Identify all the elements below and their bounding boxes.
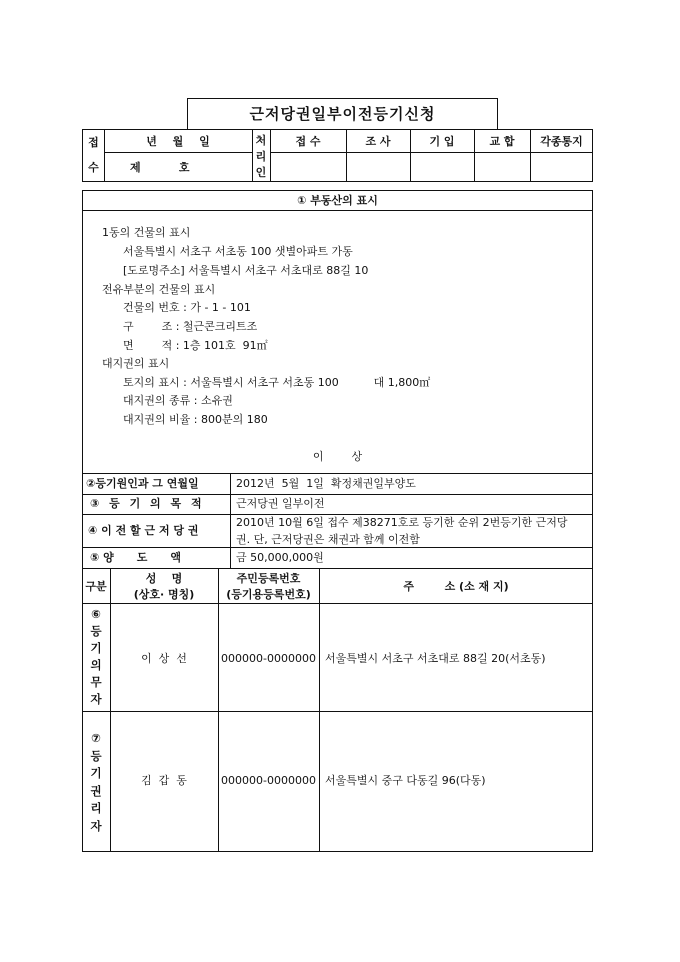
property-end: 이 상 [312, 450, 363, 463]
property-line-land-right: 대지권의 표시 [102, 357, 170, 370]
cause-value: 2012년 5월 1일 확정채권일부양도 [236, 477, 416, 490]
property-line-right-type: 대지권의 종류 : 소유권 [123, 394, 233, 407]
receipt-divider-2 [270, 152, 593, 153]
parties-col-address: 주 소 (소 재 지) [403, 580, 509, 593]
purpose-label: ③ 등 기 의 목 적 [90, 497, 202, 510]
fields-bottom [82, 568, 593, 569]
col-review: 조 사 [365, 135, 391, 148]
property-line-number: 건물의 번호 : 가 - 1 - 101 [123, 301, 251, 314]
obligee-address: 서울특별시 중구 다동길 96(다동) [325, 774, 486, 787]
page-title: 근저당권일부이전등기신청 [249, 105, 436, 123]
fields-top [82, 473, 593, 474]
obligee-name: 김 갑 동 [141, 774, 187, 787]
parties-v3 [319, 568, 320, 852]
obligee-id: 000000-0000000 [221, 774, 316, 787]
obligee-label: ⑦ 등 기 권 리 자 [90, 731, 102, 833]
receipt-number: 제 호 [130, 161, 190, 174]
col-check: 교 합 [489, 135, 515, 148]
parties-header-bottom [82, 603, 593, 604]
receipt-label: 접 수 [88, 136, 99, 174]
obligor-name: 이 상 선 [141, 652, 187, 665]
property-line-area: 면 적 : 1층 101호 91㎡ [123, 339, 268, 352]
col-notice: 각종통지 [540, 135, 583, 148]
receipt-divider [104, 152, 252, 153]
fields-r2 [82, 514, 593, 515]
processor-label: 처 리 인 [255, 134, 267, 179]
parties-col-name-1: 성 명 [145, 572, 183, 585]
property-line-building: 1동의 건물의 표시 [102, 226, 191, 239]
amount-value: 금 50,000,000원 [236, 551, 324, 564]
property-line-road-address: [도로명주소] 서울특별시 서초구 서초대로 88길 10 [123, 264, 369, 277]
parties-col-type: 구분 [85, 580, 107, 593]
amount-label: ⑤ 양 도 액 [90, 551, 181, 564]
parties-col-name-2: (상호· 명칭) [133, 588, 195, 601]
parties-v1 [110, 568, 111, 852]
property-line-structure: 구 조 : 철근콘크리트조 [123, 320, 258, 333]
cause-label: ②등기원인과 그 연월일 [86, 477, 199, 490]
receipt-date: 년 월 일 [146, 135, 210, 148]
purpose-value: 근저당권 일부이전 [236, 497, 325, 510]
parties-mid [82, 711, 593, 712]
obligor-id: 000000-0000000 [221, 652, 316, 665]
transfer-value-1: 2010년 10월 6일 접수 제38271호로 등기한 순위 2번등기한 근저당 [236, 516, 568, 529]
fields-v [230, 473, 231, 568]
property-header: ① 부동산의 표시 [297, 194, 378, 207]
obligor-label: ⑥ 등 기 의 무 자 [90, 607, 102, 706]
property-header-line [82, 210, 593, 211]
transfer-value-2: 권. 단, 근저당권은 채권과 함께 이전함 [236, 533, 420, 546]
col-receipt: 접 수 [295, 135, 321, 148]
fields-r1 [82, 494, 593, 495]
obligor-address: 서울특별시 서초구 서초대로 88길 20(서초동) [325, 652, 546, 665]
property-line-address: 서울특별시 서초구 서초동 100 샛별아파트 가동 [123, 245, 353, 258]
property-line-land: 토지의 표시 : 서울특별시 서초구 서초동 100 대 1,800㎡ [123, 376, 431, 389]
col-entry: 기 입 [429, 135, 455, 148]
parties-col-id-2: (등기용등록번호) [226, 588, 311, 601]
property-line-ratio: 대지권의 비율 : 800분의 180 [123, 413, 268, 426]
transfer-label: ④ 이 전 할 근 저 당 권 [88, 524, 199, 537]
fields-r3 [82, 547, 593, 548]
parties-col-id-1: 주민등록번호 [236, 572, 301, 585]
parties-v2 [218, 568, 219, 852]
property-line-unit: 전유부분의 건물의 표시 [102, 283, 216, 296]
